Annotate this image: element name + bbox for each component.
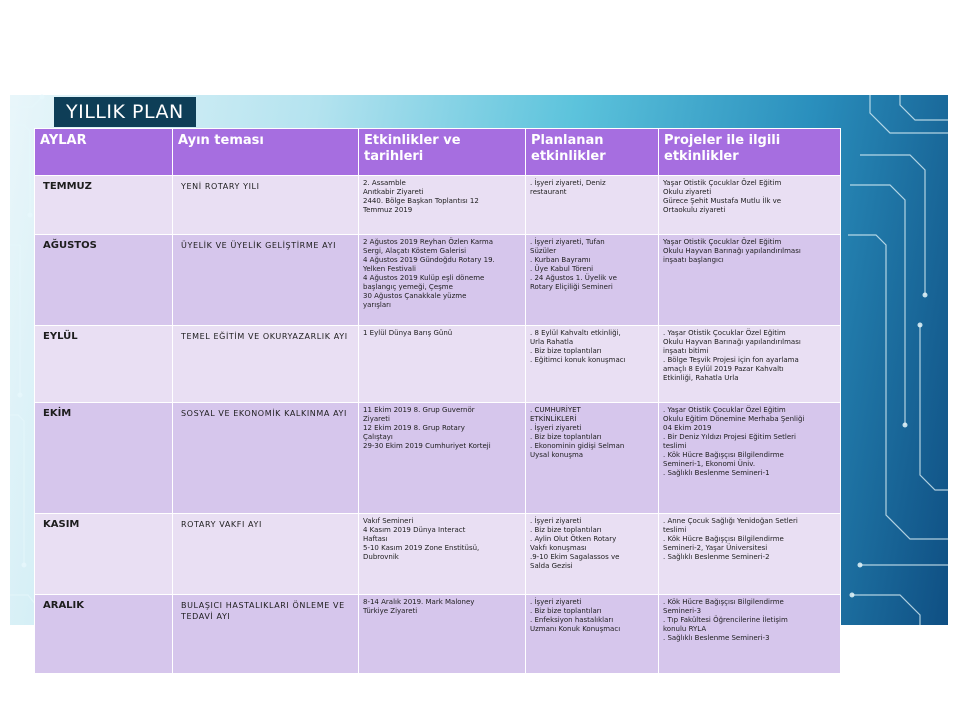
events-cell xyxy=(359,176,526,235)
table-row xyxy=(35,403,841,514)
events-cell xyxy=(359,595,526,674)
theme-cell: TEMEL EĞİTİM VE OKURYAZARLIK AYI xyxy=(173,326,359,403)
events-line: 11 Ekim 2019 8. Grup Guvernör xyxy=(363,406,475,414)
month-cell: TEMMUZ xyxy=(35,176,173,235)
projects-line: inşaatı başlangıcı xyxy=(663,256,724,264)
projects-line: amaçlı 8 Eylül 2019 Pazar Kahvaltı xyxy=(663,365,784,373)
projects-line: Etkinliği, Rahatla Urla xyxy=(663,374,739,382)
events-line: 1 Eylül Dünya Barış Günü xyxy=(363,329,453,337)
planned-cell xyxy=(526,326,659,403)
projects-cell xyxy=(659,514,841,595)
projects-line: . Kök Hücre Bağışçısı Bilgilendirme xyxy=(663,535,784,543)
planned-line: . İşyeri ziyareti, Deniz xyxy=(530,179,606,187)
projects-line: Yaşar Otistik Çocuklar Özel Eğitim xyxy=(663,238,782,246)
projects-line: . Sağlıklı Beslenme Semineri-2 xyxy=(663,553,770,561)
projects-line: Okulu ziyareti xyxy=(663,188,712,196)
planned-line: . Aylin Olut Ötken Rotary xyxy=(530,535,617,543)
events-line: Çalıştayı xyxy=(363,433,393,441)
projects-line: konulu RYLA xyxy=(663,625,707,633)
month-cell: EKİM xyxy=(35,403,173,514)
table-header-row xyxy=(35,129,841,176)
slide-title: YILLIK PLAN xyxy=(54,97,196,127)
planned-line: Süzüler xyxy=(530,247,557,255)
events-line: 4 Ağustos 2019 Kulüp eşli döneme xyxy=(363,274,485,282)
header-projects: Projeler ile ilgili etkinlikler xyxy=(659,129,841,176)
projects-line: . Bir Deniz Yıldızı Projesi Eğitim Setleri xyxy=(663,433,796,441)
planned-line: . Biz bize toplantıları xyxy=(530,526,602,534)
events-line: Sergi, Alaçatı Köstem Galerisi xyxy=(363,247,467,255)
events-line: Dubrovnik xyxy=(363,553,399,561)
planned-line: . Üye Kabul Töreni xyxy=(530,265,594,273)
projects-line: . Kök Hücre Bağışçısı Bilgilendirme xyxy=(663,451,784,459)
projects-line: . Kök Hücre Bağışçısı Bilgilendirme xyxy=(663,598,784,606)
events-line: 29-30 Ekim 2019 Cumhuriyet Korteji xyxy=(363,442,491,450)
projects-cell xyxy=(659,176,841,235)
events-cell xyxy=(359,514,526,595)
planned-line: . İşyeri ziyareti xyxy=(530,598,582,606)
theme-cell: BULAŞICI HASTALIKLARI ÖNLEME VE TEDAVİ AYI xyxy=(173,595,359,674)
events-cell xyxy=(359,235,526,326)
month-cell: AĞUSTOS xyxy=(35,235,173,326)
projects-cell xyxy=(659,595,841,674)
planned-cell xyxy=(526,235,659,326)
events-line: Yelken Festivali xyxy=(363,265,416,273)
events-line: 2. Assamble xyxy=(363,179,406,187)
projects-line: Okulu Hayvan Barınağı yapılandırılması xyxy=(663,247,801,255)
projects-line: Yaşar Otistik Çocuklar Özel Eğitim xyxy=(663,179,782,187)
table-row xyxy=(35,514,841,595)
table-row xyxy=(35,235,841,326)
planned-line: Uysal konuşma xyxy=(530,451,584,459)
projects-line: Semineri-3 xyxy=(663,607,702,615)
events-line: başlangıç yemeği, Çeşme xyxy=(363,283,453,291)
events-line: 8-14 Aralık 2019. Mark Maloney xyxy=(363,598,475,606)
month-cell: KASIM xyxy=(35,514,173,595)
events-line: 2 Ağustos 2019 Reyhan Özlen Karma xyxy=(363,238,494,246)
events-cell xyxy=(359,326,526,403)
planned-cell xyxy=(526,595,659,674)
projects-line: . Yaşar Otistik Çocuklar Özel Eğitim xyxy=(663,329,786,337)
events-line: 30 Ağustos Çanakkale yüzme xyxy=(363,292,467,300)
planned-line: . Kurban Bayramı xyxy=(530,256,591,264)
projects-line: Gürece Şehit Mustafa Mutlu İlk ve xyxy=(663,197,782,205)
header-events: Etkinlikler ve tarihleri xyxy=(359,129,526,176)
events-line: Türkiye Ziyareti xyxy=(363,607,418,615)
header-months: AYLAR xyxy=(35,129,173,176)
annual-plan-table xyxy=(34,128,841,674)
events-line: 4 Ağustos 2019 Gündoğdu Rotary 19. xyxy=(363,256,495,264)
header-planned: Planlanan etkinlikler xyxy=(526,129,659,176)
projects-line: . Tıp Fakültesi Öğrencilerine İletişim xyxy=(663,616,788,624)
projects-line: . Anne Çocuk Sağlığı Yenidoğan Setleri xyxy=(663,517,798,525)
projects-line: Okulu Hayvan Barınağı yapılandırılması xyxy=(663,338,801,346)
projects-line: Okulu Eğitim Dönemine Merhaba Şenliği xyxy=(663,415,805,423)
projects-cell xyxy=(659,235,841,326)
projects-line: Ortaokulu ziyareti xyxy=(663,206,726,214)
projects-line: . Bölge Teşvik Projesi için fon ayarlama xyxy=(663,356,799,364)
month-cell: ARALIK xyxy=(35,595,173,674)
planned-cell xyxy=(526,176,659,235)
planned-cell xyxy=(526,403,659,514)
planned-line: ETKİNLİKLERİ xyxy=(530,415,577,423)
planned-line: . İşyeri ziyareti, Tufan xyxy=(530,238,605,246)
planned-line: Rotary Eliçiliği Semineri xyxy=(530,283,613,291)
planned-line: . 24 Ağustos 1. Üyelik ve xyxy=(530,274,617,282)
projects-line: . Yaşar Otistik Çocuklar Özel Eğitim xyxy=(663,406,786,414)
theme-cell: ROTARY VAKFI AYI xyxy=(173,514,359,595)
planned-line: . Enfeksiyon hastalıkları xyxy=(530,616,614,624)
projects-line: Semineri-2, Yaşar Üniversitesi xyxy=(663,544,768,552)
slide xyxy=(10,95,948,642)
events-line: Haftası xyxy=(363,535,388,543)
header-theme: Ayın teması xyxy=(173,129,359,176)
projects-line: inşaatı bitimi xyxy=(663,347,709,355)
events-line: Temmuz 2019 xyxy=(363,206,413,214)
theme-cell: YENİ ROTARY YILI xyxy=(173,176,359,235)
projects-line: teslimi xyxy=(663,526,687,534)
planned-line: . Ekonominin gidişi Selman xyxy=(530,442,625,450)
theme-cell: SOSYAL VE EKONOMİK KALKINMA AYI xyxy=(173,403,359,514)
planned-line: . Biz bize toplantıları xyxy=(530,433,602,441)
planned-line: . Biz bize toplantıları xyxy=(530,347,602,355)
events-line: Vakıf Semineri xyxy=(363,517,414,525)
month-cell: EYLÜL xyxy=(35,326,173,403)
planned-line: . İşyeri ziyareti xyxy=(530,517,582,525)
table-row xyxy=(35,176,841,235)
planned-line: Salda Gezisi xyxy=(530,562,573,570)
events-line: 2440. Bölge Başkan Toplantısı 12 xyxy=(363,197,479,205)
planned-line: .9-10 Ekim Sagalassos ve xyxy=(530,553,620,561)
events-cell xyxy=(359,403,526,514)
events-line: 5-10 Kasım 2019 Zone Enstitüsü, xyxy=(363,544,480,552)
planned-line: restaurant xyxy=(530,188,567,196)
planned-line: Vakfı konuşması xyxy=(530,544,587,552)
projects-line: 04 Ekim 2019 xyxy=(663,424,712,432)
planned-line: . İşyeri ziyareti xyxy=(530,424,582,432)
projects-line: teslimi xyxy=(663,442,687,450)
projects-line: . Sağlıklı Beslenme Semineri-1 xyxy=(663,469,770,477)
events-line: 12 Ekim 2019 8. Grup Rotary xyxy=(363,424,465,432)
table-row xyxy=(35,326,841,403)
events-line: Ziyareti xyxy=(363,415,390,423)
projects-line: . Sağlıklı Beslenme Semineri-3 xyxy=(663,634,770,642)
events-line: yarışları xyxy=(363,301,391,309)
planned-line: . Eğitimci konuk konuşmacı xyxy=(530,356,626,364)
planned-line: . Biz bize toplantıları xyxy=(530,607,602,615)
planned-cell xyxy=(526,514,659,595)
projects-line: Semineri-1, Ekonomi Üniv. xyxy=(663,460,756,468)
events-line: 4 Kasım 2019 Dünya Interact xyxy=(363,526,466,534)
table-row xyxy=(35,595,841,674)
events-line: Anıtkabir Ziyareti xyxy=(363,188,424,196)
projects-cell xyxy=(659,403,841,514)
planned-line: . 8 Eylül Kahvaltı etkinliği, xyxy=(530,329,621,337)
planned-line: Uzmanı Konuk Konuşmacı xyxy=(530,625,621,633)
planned-line: . CUMHURİYET xyxy=(530,406,581,414)
planned-line: Urla Rahatla xyxy=(530,338,574,346)
projects-cell xyxy=(659,326,841,403)
theme-cell: ÜYELİK VE ÜYELİK GELİŞTİRME AYI xyxy=(173,235,359,326)
